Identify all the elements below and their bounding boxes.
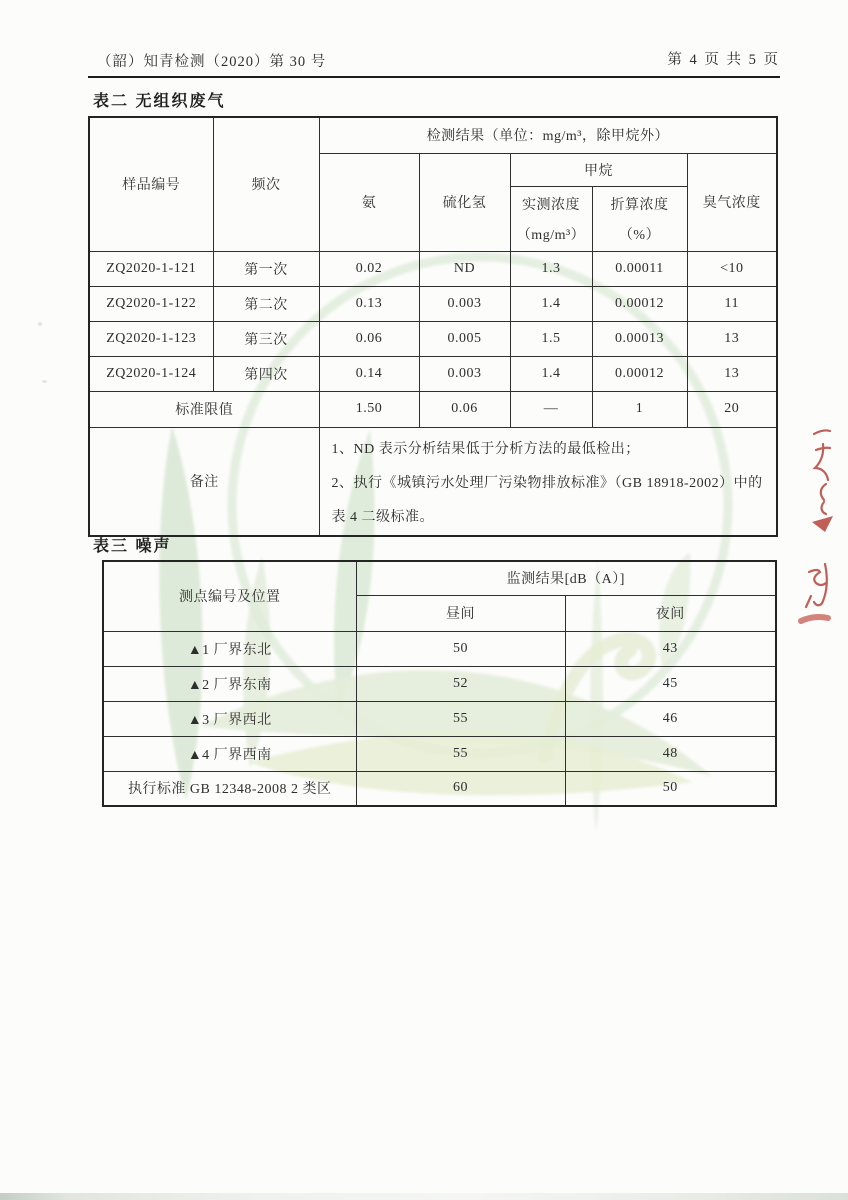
unorganized-gas-table xyxy=(88,116,778,537)
cell-ch4-converted: 0.00012 xyxy=(592,356,687,391)
remark-label: 备注 xyxy=(89,427,319,536)
table-row xyxy=(89,117,777,153)
limit-ch4-converted: 1 xyxy=(592,391,687,427)
cell-odor: 13 xyxy=(687,321,777,356)
cell-ch4-measured: 1.3 xyxy=(510,251,592,286)
cell-ch4-measured: 1.4 xyxy=(510,286,592,321)
col-header-result-group: 检测结果（单位：mg/m³，除甲烷外） xyxy=(319,117,777,153)
cell-h2s: ND xyxy=(419,251,510,286)
limit-h2s: 0.06 xyxy=(419,391,510,427)
report-number: （韶）知青检测（2020）第 30 号 xyxy=(97,54,327,70)
red-flag-mark-icon xyxy=(812,516,833,532)
ink-smudge-mark xyxy=(801,617,828,621)
page-indicator: 第 4 页 共 5 页 xyxy=(667,52,780,68)
cell-day: 55 xyxy=(356,736,565,771)
cell-frequency: 第二次 xyxy=(213,286,319,321)
table-row xyxy=(89,427,777,536)
cell-day: 55 xyxy=(356,701,565,736)
cell-ch4-measured: 1.4 xyxy=(510,356,592,391)
handwriting-mark xyxy=(814,430,830,434)
noise-table xyxy=(102,560,777,807)
cell-h2s: 0.003 xyxy=(419,356,510,391)
limit-odor: 20 xyxy=(687,391,777,427)
cell-sample-id: ZQ2020-1-122 xyxy=(89,286,213,321)
cell-ch4-converted: 0.00013 xyxy=(592,321,687,356)
col-header-sample-id: 样品编号 xyxy=(89,117,213,251)
limit-row-label: 标准限值 xyxy=(89,391,319,427)
cell-odor: 13 xyxy=(687,356,777,391)
col-header-methane: 甲烷 xyxy=(510,153,687,186)
cell-standard: 执行标准 GB 12348-2008 2 类区 xyxy=(103,771,356,806)
header-rule xyxy=(88,76,780,78)
table-row xyxy=(103,701,776,736)
cell-nh3: 0.06 xyxy=(319,321,419,356)
limit-nh3: 1.50 xyxy=(319,391,419,427)
limit-ch4-measured: — xyxy=(510,391,592,427)
cell-h2s: 0.003 xyxy=(419,286,510,321)
reviewer-ink-marks xyxy=(780,410,848,640)
col-header-frequency: 频次 xyxy=(213,117,319,251)
col-header-measured xyxy=(510,186,592,251)
table2-title: 表二 无组织废气 xyxy=(93,93,226,110)
cell-night: 46 xyxy=(565,701,776,736)
cell-sample-id: ZQ2020-1-121 xyxy=(89,251,213,286)
col-header-point: 测点编号及位置 xyxy=(103,561,356,631)
cell-nh3: 0.13 xyxy=(319,286,419,321)
cell-point: ▲3 厂界西北 xyxy=(103,701,356,736)
handwriting-mark xyxy=(822,502,826,514)
table-row xyxy=(103,666,776,701)
cell-night: 50 xyxy=(565,771,776,806)
cell-night: 48 xyxy=(565,736,776,771)
scan-speck xyxy=(42,380,47,383)
cell-frequency: 第一次 xyxy=(213,251,319,286)
measured-label: 实测浓度 xyxy=(522,197,580,213)
table-row xyxy=(89,391,777,427)
cell-ch4-converted: 0.00012 xyxy=(592,286,687,321)
handwriting-mark xyxy=(814,564,827,605)
handwriting-mark xyxy=(815,444,828,480)
cell-frequency: 第三次 xyxy=(213,321,319,356)
remark-line-3: 表 4 二级标准。 xyxy=(331,509,434,525)
cell-ch4-converted: 0.00011 xyxy=(592,251,687,286)
table-row xyxy=(103,561,776,595)
col-header-odor: 臭气浓度 xyxy=(687,153,777,251)
cell-sample-id: ZQ2020-1-123 xyxy=(89,321,213,356)
cell-day: 52 xyxy=(356,666,565,701)
cell-point: ▲4 厂界西南 xyxy=(103,736,356,771)
col-header-noise-result: 监测结果[dB（A）] xyxy=(356,561,776,595)
cell-point: ▲1 厂界东北 xyxy=(103,631,356,666)
cell-frequency: 第四次 xyxy=(213,356,319,391)
table-row xyxy=(103,771,776,806)
cell-day: 50 xyxy=(356,631,565,666)
cell-point: ▲2 厂界东南 xyxy=(103,666,356,701)
col-header-converted xyxy=(592,186,687,251)
cell-nh3: 0.14 xyxy=(319,356,419,391)
handwriting-mark xyxy=(821,484,826,500)
converted-unit: （%） xyxy=(618,227,661,243)
remark-content xyxy=(319,427,777,536)
col-header-h2s: 硫化氢 xyxy=(419,153,510,251)
scan-speck xyxy=(38,322,42,326)
handwriting-mark xyxy=(816,448,830,450)
cell-h2s: 0.005 xyxy=(419,321,510,356)
table-row xyxy=(103,631,776,666)
cell-odor: <10 xyxy=(687,251,777,286)
table-row xyxy=(89,251,777,286)
col-header-night: 夜间 xyxy=(565,595,776,631)
col-header-ammonia: 氨 xyxy=(319,153,419,251)
measured-unit: （mg/m³） xyxy=(516,227,586,243)
table-row xyxy=(103,736,776,771)
cell-day: 60 xyxy=(356,771,565,806)
handwriting-mark xyxy=(809,570,826,585)
table3-title: 表三 噪声 xyxy=(93,538,172,555)
converted-label: 折算浓度 xyxy=(610,197,669,213)
remark-line-1: 1、ND 表示分析结果低于分析方法的最低检出； xyxy=(331,441,640,457)
table-row xyxy=(89,286,777,321)
remark-line-2: 2、执行《城镇污水处理厂污染物排放标准》（GB 18918-2002）中的 xyxy=(331,475,763,491)
cell-night: 45 xyxy=(565,666,776,701)
cell-ch4-measured: 1.5 xyxy=(510,321,592,356)
table-row xyxy=(89,356,777,391)
cell-odor: 11 xyxy=(687,286,777,321)
cell-nh3: 0.02 xyxy=(319,251,419,286)
cell-night: 43 xyxy=(565,631,776,666)
cell-sample-id: ZQ2020-1-124 xyxy=(89,356,213,391)
table-row xyxy=(89,321,777,356)
handwriting-mark xyxy=(806,596,811,607)
scan-edge-artifact xyxy=(0,1193,848,1200)
col-header-day: 昼间 xyxy=(356,595,565,631)
